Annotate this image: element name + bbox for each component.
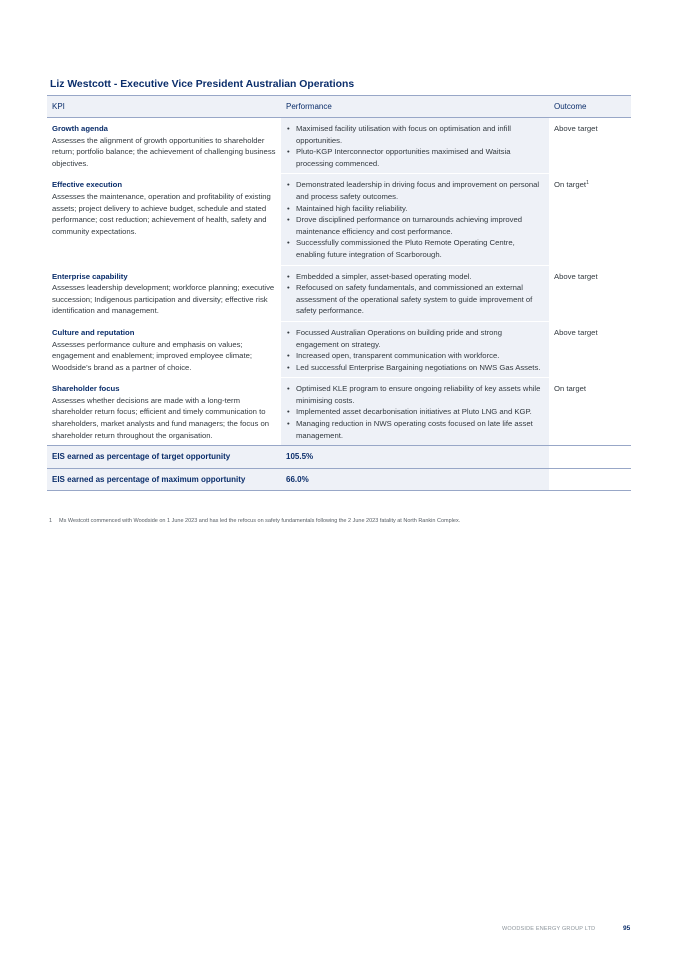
table-row <box>47 265 631 321</box>
performance-item: • Increased open, transparent communication with workforce. <box>286 350 544 362</box>
kpi-name: Culture and reputation <box>52 327 135 337</box>
footer-company-name: WOODSIDE ENERGY GROUP LTD <box>502 926 596 932</box>
performance-item: • Embedded a simpler, asset-based operating model. <box>286 271 544 283</box>
page-number: 95 <box>623 925 631 932</box>
table-row <box>47 321 631 377</box>
performance-item: • Implemented asset decarbonisation initiatives at Pluto LNG and KGP. <box>286 406 544 418</box>
kpi-name: Shareholder focus <box>52 384 120 394</box>
table-row <box>47 378 631 446</box>
performance-item: • Successfully commissioned the Pluto Remote Operating Centre, enabling future integration of Scarborough. <box>286 237 544 260</box>
footnote-number: 1 <box>49 518 53 524</box>
summary-label: EIS earned as percentage of maximum opportunity <box>47 468 281 491</box>
outcome-value: Above target <box>554 327 598 337</box>
outcome-value: On target <box>554 180 587 190</box>
outcome-cell <box>549 321 631 377</box>
summary-row-maximum <box>47 468 631 491</box>
performance-item: • Managing reduction in NWS operating costs focused on late life asset management. <box>286 418 544 441</box>
table-row <box>47 118 631 174</box>
header-kpi: KPI <box>47 96 281 118</box>
performance-item: • Refocused on safety fundamentals, and commissioned an external assessment of the operational safety system to guide improvement of safety performance. <box>286 282 544 317</box>
section-title: Liz Westcott - Executive Vice President Australian Operations <box>50 79 355 90</box>
performance-item: • Led successful Enterprise Bargaining negotiations on NWS Gas Assets. <box>286 362 544 374</box>
kpi-description: Assesses whether decisions are made with a long-term shareholder return focus; efficient and timely communication to shareholders, market analysts and fund managers; the focus on shareholder return throughout the organisation. <box>52 395 270 440</box>
outcome-cell <box>549 378 631 446</box>
outcome-value: Above target <box>554 124 598 133</box>
summary-label: EIS earned as percentage of target opportunity <box>47 446 281 469</box>
outcome-value: Above target <box>554 271 598 281</box>
kpi-description: Assesses leadership development; workforce planning; executive succession; Indigenous participation and diversity; effective risk identification and management. <box>52 283 275 316</box>
kpi-name: Growth agenda <box>52 124 108 133</box>
kpi-name: Effective execution <box>52 180 123 190</box>
outcome-cell <box>549 118 631 174</box>
performance-item: • Demonstrated leadership in driving focus and improvement on personal and process safety outcomes. <box>286 179 544 202</box>
performance-cell <box>281 378 549 446</box>
header-outcome: Outcome <box>549 96 631 118</box>
performance-cell <box>281 118 549 174</box>
summary-empty-cell <box>549 446 631 469</box>
summary-value: 66.0% <box>281 468 549 491</box>
kpi-table <box>47 95 631 491</box>
performance-cell <box>281 174 549 265</box>
kpi-name: Enterprise capability <box>52 271 128 281</box>
kpi-cell <box>47 321 281 377</box>
kpi-description: Assesses the alignment of growth opportunities to shareholder return; portfolio balance; the achievement of challenging business objectives. <box>52 135 276 168</box>
kpi-description: Assesses performance culture and emphasis on values; engagement and enablement; improved employee climate; Woodside’s brand as a partner of choice. <box>52 339 252 372</box>
performance-item: • Optimised KLE program to ensure ongoing reliability of key assets while minimising costs. <box>286 383 544 406</box>
performance-item: • Maintained high facility reliability. <box>286 203 544 215</box>
kpi-cell <box>47 118 281 174</box>
outcome-cell <box>549 265 631 321</box>
footnote <box>49 518 460 524</box>
performance-cell <box>281 265 549 321</box>
summary-empty-cell <box>549 468 631 491</box>
table-row <box>47 174 631 265</box>
kpi-cell <box>47 378 281 446</box>
kpi-cell <box>47 265 281 321</box>
summary-row-target <box>47 446 631 469</box>
performance-item: • Focussed Australian Operations on building pride and strong engagement on strategy. <box>286 327 544 350</box>
outcome-cell <box>549 174 631 265</box>
performance-item: • Pluto-KGP Interconnector opportunities maximised and Waitsia processing commenced. <box>286 146 544 169</box>
table-header-row <box>47 96 631 118</box>
kpi-description: Assesses the maintenance, operation and profitability of existing assets; project delivery to achieve budget, schedule and stated performance; cost reduction; achievement of health, safety and community expectations. <box>52 191 271 236</box>
performance-cell <box>281 321 549 377</box>
footnote-reference: 1 <box>586 180 589 187</box>
header-performance: Performance <box>281 96 549 118</box>
performance-item: • Drove disciplined performance on turnarounds achieving improved maintenance efficiency and cost performance. <box>286 214 544 237</box>
summary-value: 105.5% <box>281 446 549 469</box>
performance-item: • Maximised facility utilisation with focus on optimisation and infill opportunities. <box>286 123 544 146</box>
outcome-value: On target <box>554 384 587 394</box>
kpi-cell <box>47 174 281 265</box>
footnote-text: Ms Westcott commenced with Woodside on 1 June 2023 and has led the refocus on safety fundamentals following the 2 June 2023 fatality at North Rankin Complex. <box>59 518 461 524</box>
